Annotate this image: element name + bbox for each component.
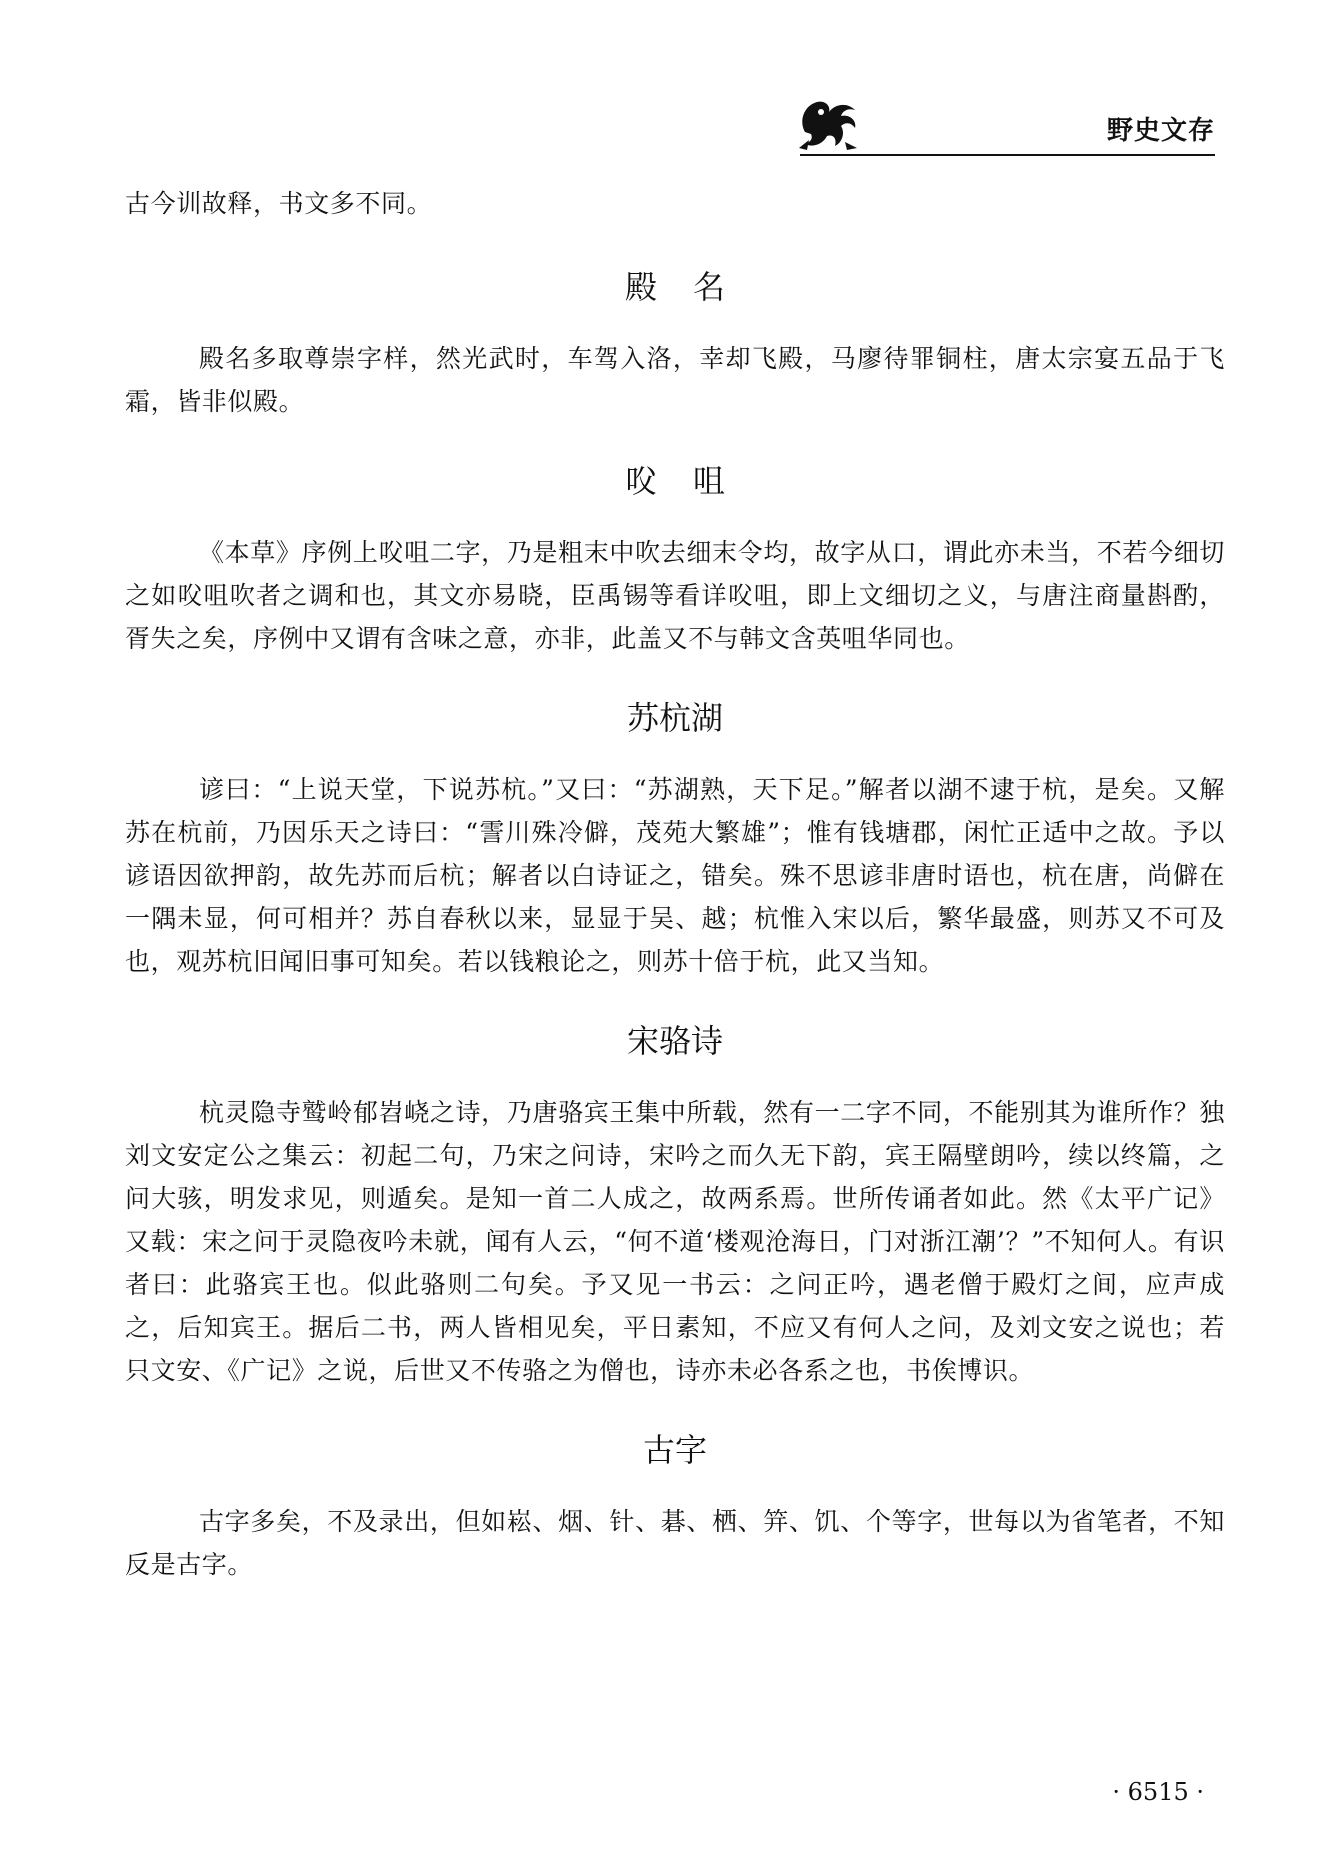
section-title: 苏杭湖 (626, 699, 723, 737)
section-paragraph: 杭灵隐寺鹫岭郁岧峣之诗，乃唐骆宾王集中所载，然有一二字不同，不能别其为谁所作？独刘文安定公之集云：初起二句，乃宋之问诗，宋吟之而久无下韵，宾王隔壁朗吟，续以终篇，之问大骇，明发求见，则遁矣。是知一首二人成之，故两系焉。世所传诵者如此。然《太平广记》又载：宋之问于灵隐夜吟未就，闻有人云，“何不道‘楼观沧海日，门对浙江潮’？”不知何人。有识者曰：此骆宾王也。似此骆则二句矣。予又见一书云：之问正吟，遇老僧于殿灯之间，应声成之，后知宾王。据后二书，两人皆相见矣，平日素知，不应又有何人之问，及刘文安之说也；若只文安、《广记》之说，后世又不传骆之为僧也，诗亦未必各系之也，书俟博识。 (125, 1098, 1225, 1385)
section-title: 㕮咀 (624, 462, 761, 500)
main-content (125, 182, 1225, 1586)
section-paragraph: 《本草》序例上㕮咀二字，乃是粗末中吹去细末令均，故字从口，谓此亦未当，不若今细切之如㕮咀吹者之调和也，其文亦易晓，臣禹锡等看详㕮咀，即上文细切之义，与唐注商量斟酌，胥失之矣，序例中又谓有含味之意，亦非，此盖又不与韩文含英咀华同也。 (125, 538, 1225, 653)
header-title: 野史文存 (1106, 116, 1215, 146)
section-paragraph: 古字多矣，不及录出，但如崧、烟、针、碁、栖、笄、饥、个等字，世每以为省笔者，不知反是古字。 (125, 1507, 1225, 1579)
intro-line: 古今训故释，书文多不同。 (125, 189, 433, 218)
dragon-icon (795, 92, 863, 154)
page-number: · 6515 · (1112, 1778, 1204, 1806)
section-paragraph: 殿名多取尊崇字样，然光武时，车驾入洛，幸却飞殿，马廖待罪铜柱，唐太宗宴五品于飞霜，皆非似殿。 (125, 344, 1225, 416)
section-title: 宋骆诗 (626, 1022, 723, 1060)
section-title: 古字 (642, 1431, 707, 1469)
section-paragraph: 谚曰：“上说天堂，下说苏杭。”又曰：“苏湖熟，天下足。”解者以湖不逮于杭，是矣。又解苏在杭前，乃因乐天之诗曰：“霅川殊冷僻，茂苑大繁雄”；惟有钱塘郡，闲忙正适中之故。予以谚语因欲押韵，故先苏而后杭；解者以白诗证之，错矣。殊不思谚非唐时语也，杭在唐，尚僻在一隅未显，何可相并？苏自春秋以来，显显于吴、越；杭惟入宋以后，繁华最盛，则苏又不可及也，观苏杭旧闻旧事可知矣。若以钱粮论之，则苏十倍于杭，此又当知。 (125, 775, 1225, 976)
section-title: 殿名 (624, 268, 761, 306)
header-rule (800, 154, 1215, 156)
running-header (795, 92, 1215, 162)
